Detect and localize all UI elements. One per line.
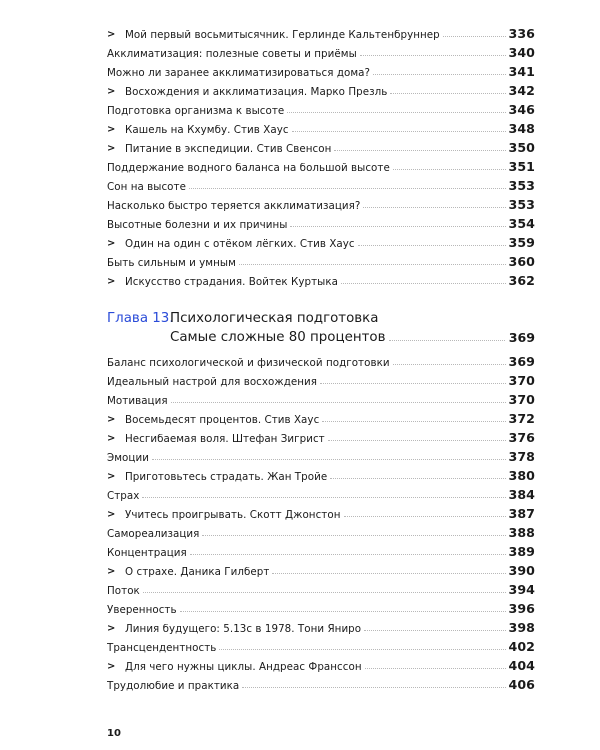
essay-marker-icon: > xyxy=(107,238,116,249)
toc-entry[interactable] xyxy=(107,253,535,272)
dot-leader xyxy=(389,340,504,341)
toc-entry-title: Один на один с отёком лёгких. Стив Хаус xyxy=(125,238,355,250)
toc-entry[interactable] xyxy=(107,196,535,215)
toc-entry-title: Мой первый восьмитысячник. Герлинде Кальтенбруннер xyxy=(125,29,440,41)
dot-leader xyxy=(290,226,505,227)
toc-entry-title: Приготовьтесь страдать. Жан Тройе xyxy=(125,471,328,483)
essay-marker-icon: > xyxy=(107,566,116,577)
toc-entry-page-number: 350 xyxy=(508,140,535,156)
essay-marker-icon: > xyxy=(107,276,116,287)
chapter-page-number: 369 xyxy=(508,330,535,345)
toc-entry-page-number: 342 xyxy=(508,83,535,99)
toc-entry[interactable] xyxy=(107,82,535,101)
dot-leader xyxy=(190,554,506,555)
toc-entry[interactable] xyxy=(107,619,535,638)
toc-entry[interactable] xyxy=(107,676,535,695)
toc-entry[interactable] xyxy=(107,410,535,429)
toc-entry-page-number: 402 xyxy=(508,639,535,655)
dot-leader xyxy=(322,421,505,422)
toc-entry[interactable] xyxy=(107,429,535,448)
toc-entry[interactable] xyxy=(107,505,535,524)
dot-leader xyxy=(373,74,506,75)
dot-leader xyxy=(360,55,506,56)
dot-leader xyxy=(328,440,506,441)
toc-entry-title: Питание в экспедиции. Стив Свенсон xyxy=(125,143,332,155)
toc-entry[interactable] xyxy=(107,44,535,63)
toc-entry-page-number: 384 xyxy=(508,487,535,503)
toc-entry-page-number: 346 xyxy=(508,102,535,118)
dot-leader xyxy=(202,535,505,536)
toc-entry-title: Насколько быстро теряется акклиматизация? xyxy=(107,200,361,212)
toc-entry-page-number: 341 xyxy=(508,64,535,80)
toc-entry-page-number: 378 xyxy=(508,449,535,465)
toc-entry-page-number: 387 xyxy=(508,506,535,522)
toc-entry[interactable] xyxy=(107,234,535,253)
essay-marker-icon: > xyxy=(107,661,116,672)
toc-entry-page-number: 372 xyxy=(508,411,535,427)
toc-entry-page-number: 406 xyxy=(508,677,535,693)
toc-list-top xyxy=(107,25,535,291)
toc-entry-page-number: 394 xyxy=(508,582,535,598)
toc-list-bottom xyxy=(107,353,535,695)
chapter-title-line2-row xyxy=(170,328,535,347)
dot-leader xyxy=(189,188,506,189)
dot-leader xyxy=(334,150,505,151)
dot-leader xyxy=(142,497,505,498)
toc-entry-title: Поток xyxy=(107,585,140,597)
dot-leader xyxy=(219,649,505,650)
essay-marker-icon: > xyxy=(107,29,116,40)
toc-entry[interactable] xyxy=(107,272,535,291)
chapter-title-line2: Самые сложные 80 процентов xyxy=(170,330,386,345)
toc-entry-page-number: 389 xyxy=(508,544,535,560)
toc-entry[interactable] xyxy=(107,581,535,600)
toc-entry[interactable] xyxy=(107,63,535,82)
essay-marker-icon: > xyxy=(107,124,116,135)
toc-entry[interactable] xyxy=(107,177,535,196)
dot-leader xyxy=(341,283,506,284)
toc-entry-title: Страх xyxy=(107,490,140,502)
toc-entry-title: О страхе. Даника Гилберт xyxy=(125,566,270,578)
toc-entry-title: Идеальный настрой для восхождения xyxy=(107,376,318,388)
toc-entry-page-number: 353 xyxy=(508,178,535,194)
essay-marker-icon: > xyxy=(107,623,116,634)
toc-entry-title: Акклиматизация: полезные советы и приёмы xyxy=(107,48,357,60)
dot-leader xyxy=(358,245,506,246)
toc-entry[interactable] xyxy=(107,486,535,505)
chapter-heading[interactable] xyxy=(107,311,535,347)
toc-entry[interactable] xyxy=(107,139,535,158)
dot-leader xyxy=(344,516,506,517)
toc-entry-title: Кашель на Кхумбу. Стив Хаус xyxy=(125,124,289,136)
toc-entry-title: Для чего нужны циклы. Андреас Франссон xyxy=(125,661,362,673)
toc-entry-page-number: 359 xyxy=(508,235,535,251)
dot-leader xyxy=(320,383,506,384)
toc-entry-page-number: 380 xyxy=(508,468,535,484)
toc-entry-title: Сон на высоте xyxy=(107,181,186,193)
toc-entry[interactable] xyxy=(107,372,535,391)
dot-leader xyxy=(180,611,506,612)
chapter-label: Глава 13. xyxy=(107,311,174,326)
dot-leader xyxy=(292,131,506,132)
toc-entry-page-number: 404 xyxy=(508,658,535,674)
dot-leader xyxy=(393,364,506,365)
toc-entry-page-number: 396 xyxy=(508,601,535,617)
toc-entry-page-number: 348 xyxy=(508,121,535,137)
essay-marker-icon: > xyxy=(107,509,116,520)
dot-leader xyxy=(287,112,505,113)
dot-leader xyxy=(390,93,505,94)
toc-entry-title: Можно ли заранее акклиматизироваться дома? xyxy=(107,67,371,79)
toc-entry[interactable] xyxy=(107,600,535,619)
dot-leader xyxy=(171,402,506,403)
toc-entry-page-number: 336 xyxy=(508,26,535,42)
toc-entry-title: Учитесь проигрывать. Скотт Джонстон xyxy=(125,509,341,521)
toc-entry-title: Подготовка организма к высоте xyxy=(107,105,285,117)
toc-entry[interactable] xyxy=(107,101,535,120)
dot-leader xyxy=(330,478,505,479)
dot-leader xyxy=(239,264,506,265)
toc-entry-title: Высотные болезни и их причины xyxy=(107,219,288,231)
dot-leader xyxy=(443,36,506,37)
essay-marker-icon: > xyxy=(107,414,116,425)
toc-entry-title: Несгибаемая воля. Штефан Зигрист xyxy=(125,433,325,445)
toc-entry-page-number: 369 xyxy=(508,354,535,370)
toc-entry[interactable] xyxy=(107,353,535,372)
essay-marker-icon: > xyxy=(107,433,116,444)
toc-entry-title: Эмоции xyxy=(107,452,149,464)
toc-entry[interactable] xyxy=(107,562,535,581)
toc-entry-page-number: 370 xyxy=(508,392,535,408)
toc-entry-page-number: 354 xyxy=(508,216,535,232)
toc-entry[interactable] xyxy=(107,448,535,467)
toc-entry-page-number: 340 xyxy=(508,45,535,61)
toc-entry-page-number: 390 xyxy=(508,563,535,579)
toc-entry-page-number: 370 xyxy=(508,373,535,389)
toc-entry-title: Поддержание водного баланса на большой высоте xyxy=(107,162,390,174)
essay-marker-icon: > xyxy=(107,143,116,154)
page-folio: 10 xyxy=(107,728,121,739)
toc-entry-title: Трансцендентность xyxy=(107,642,217,654)
toc-entry[interactable] xyxy=(107,657,535,676)
toc-entry-title: Восемьдесят процентов. Стив Хаус xyxy=(125,414,320,426)
toc-entry-title: Концентрация xyxy=(107,547,187,559)
dot-leader xyxy=(272,573,505,574)
toc-entry-page-number: 388 xyxy=(508,525,535,541)
toc-entry-page-number: 351 xyxy=(508,159,535,175)
toc-entry-page-number: 362 xyxy=(508,273,535,289)
toc-entry-title: Трудолюбие и практика xyxy=(107,680,240,692)
chapter-title-line1: Психологическая подготовка xyxy=(170,311,379,326)
toc-entry[interactable] xyxy=(107,215,535,234)
toc-entry[interactable] xyxy=(107,543,535,562)
toc-entry-title: Линия будущего: 5.13c в 1978. Тони Яниро xyxy=(125,623,362,635)
toc-entry[interactable] xyxy=(107,638,535,657)
dot-leader xyxy=(242,687,505,688)
toc-entry-page-number: 398 xyxy=(508,620,535,636)
toc-entry-title: Искусство страдания. Войтек Куртыка xyxy=(125,276,338,288)
toc-entry-title: Мотивация xyxy=(107,395,168,407)
dot-leader xyxy=(152,459,506,460)
toc-entry[interactable] xyxy=(107,524,535,543)
toc-entry-page-number: 376 xyxy=(508,430,535,446)
toc-entry-title: Самореализация xyxy=(107,528,200,540)
dot-leader xyxy=(363,207,505,208)
toc-entry-title: Уверенность xyxy=(107,604,177,616)
dot-leader xyxy=(365,668,506,669)
essay-marker-icon: > xyxy=(107,471,116,482)
dot-leader xyxy=(143,592,506,593)
toc-entry[interactable] xyxy=(107,120,535,139)
toc-entry[interactable] xyxy=(107,158,535,177)
toc-entry-title: Баланс психологической и физической подготовки xyxy=(107,357,390,369)
essay-marker-icon: > xyxy=(107,86,116,97)
toc-entry-page-number: 353 xyxy=(508,197,535,213)
dot-leader xyxy=(364,630,505,631)
toc-entry-title: Восхождения и акклиматизация. Марко Презль xyxy=(125,86,388,98)
toc-entry[interactable] xyxy=(107,467,535,486)
toc-entry-page-number: 360 xyxy=(508,254,535,270)
toc-entry-title: Быть сильным и умным xyxy=(107,257,236,269)
dot-leader xyxy=(393,169,506,170)
toc-entry[interactable] xyxy=(107,391,535,410)
toc-entry[interactable] xyxy=(107,25,535,44)
